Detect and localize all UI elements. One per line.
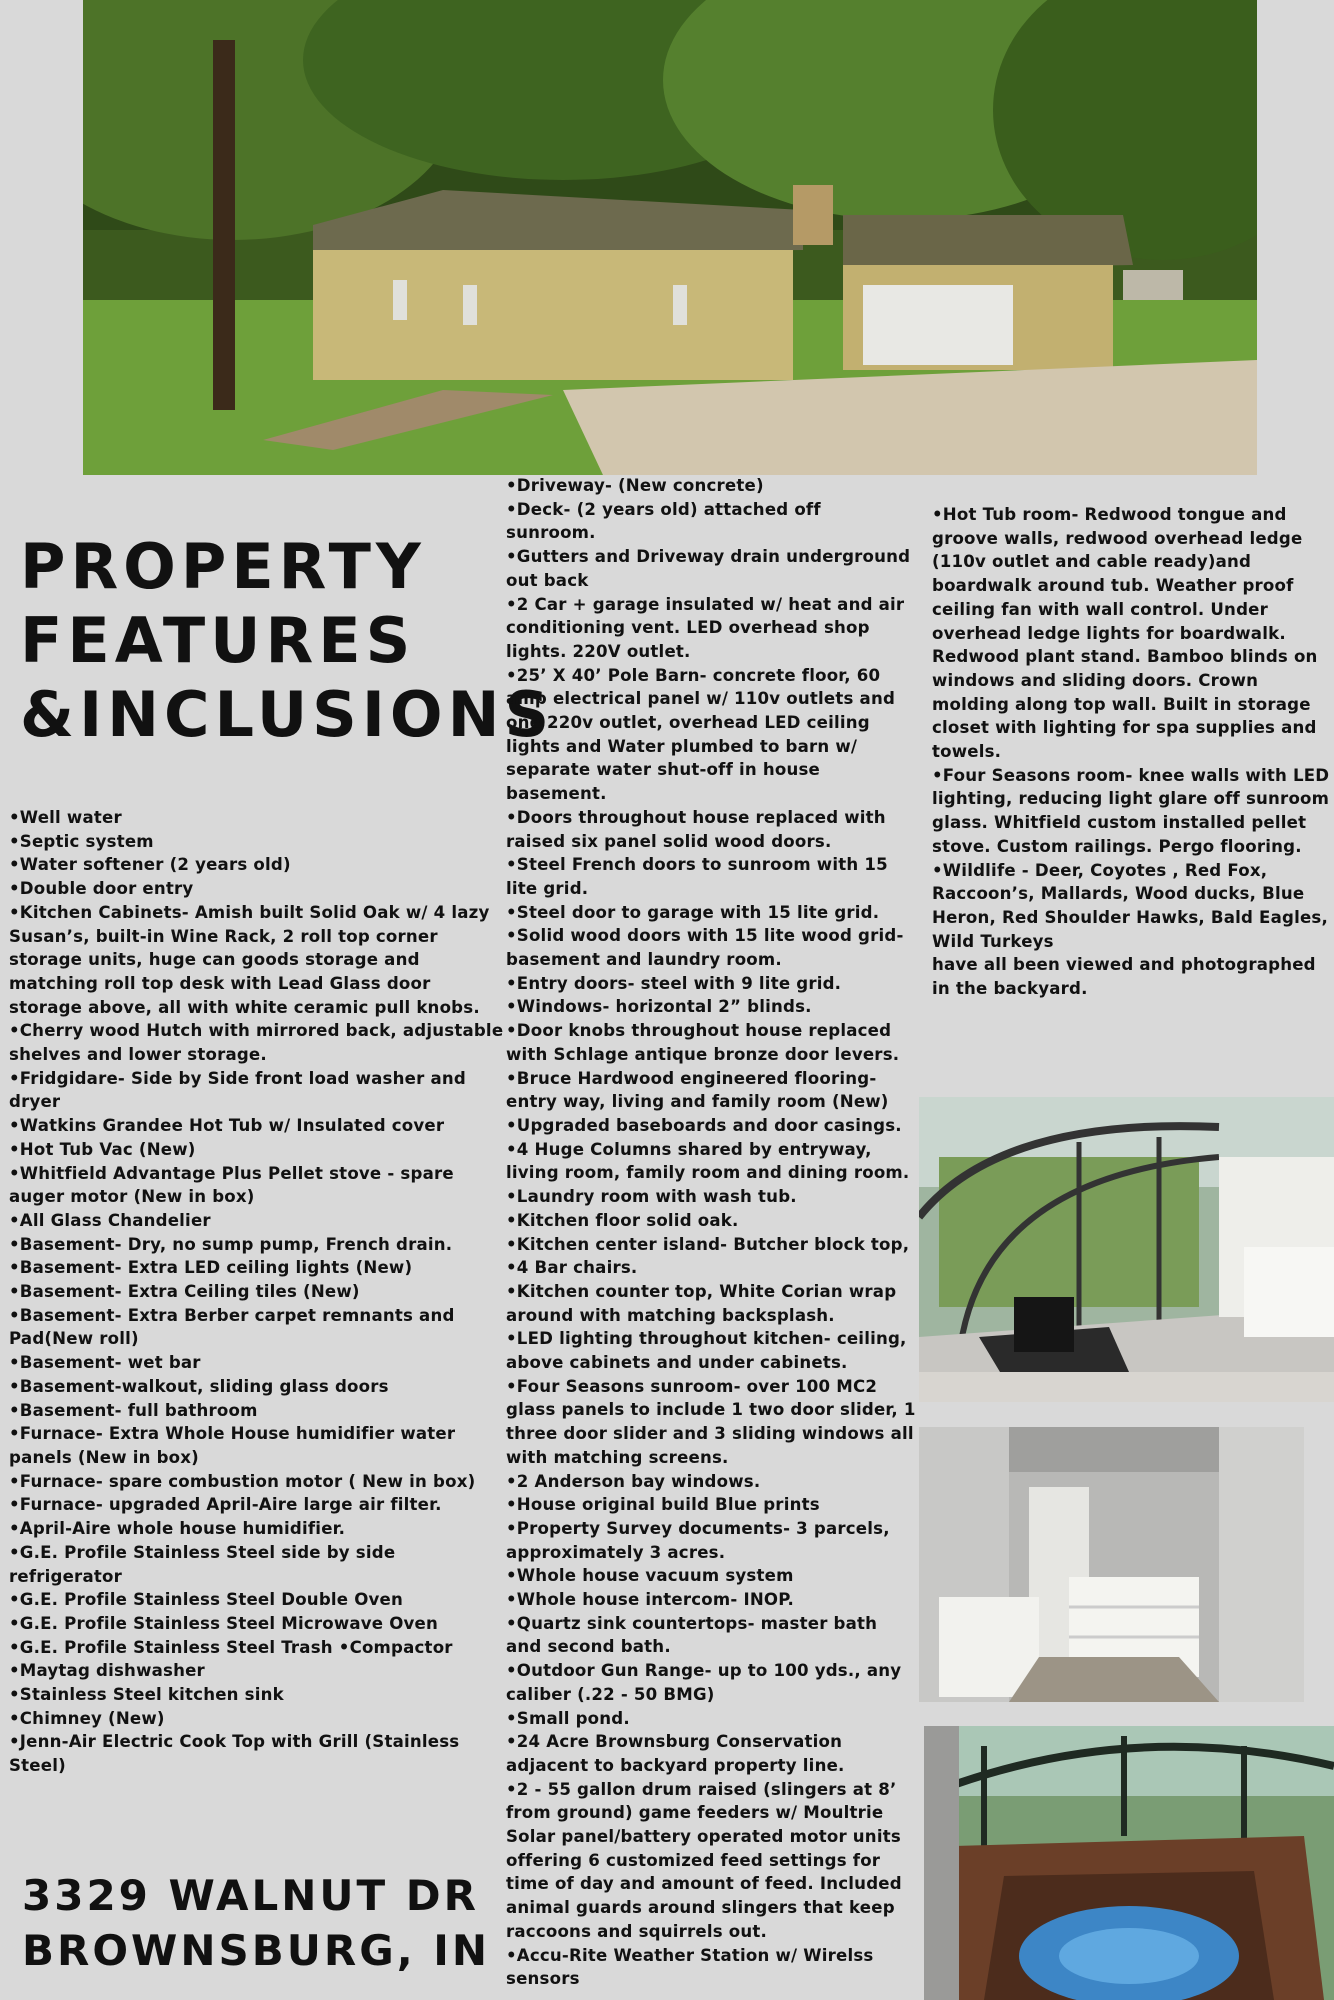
feature-item: •Wildlife - Deer, Coyotes , Red Fox, Raccoon’s, Mallards, Wood ducks, Blue Heron, Red Shoulder Hawks, Bald Eagles, Wild Turkeys	[932, 860, 1328, 951]
sunroom-photo	[919, 1097, 1334, 1402]
feature-item: •Kitchen center island- Butcher block top, •4 Bar chairs.	[506, 1234, 910, 1278]
feature-item: •Furnace- Extra Whole House humidifier water panels (New in box)	[9, 1424, 456, 1467]
feature-item: •2 Anderson bay windows.	[506, 1471, 761, 1491]
feature-item: •Whole house intercom- INOP.	[506, 1590, 795, 1610]
features-list-column-1	[9, 806, 504, 1778]
title-line-1: PROPERTY	[20, 530, 426, 603]
feature-item: •Whole house vacuum system	[506, 1566, 794, 1586]
feature-item: •Solid wood doors with 15 lite wood grid- basement and laundry room.	[506, 926, 904, 970]
feature-item: •2 - 55 gallon drum raised (slingers at 8’ from ground) game feeders w/ Moultrie Solar panel/battery operated motor units offering 6 customized feed settings for time of day and amount of feed. Included animal guards around slingers that keep raccoons and squirrels out.	[506, 1779, 902, 1941]
closet-photo	[919, 1427, 1304, 1702]
feature-item: •G.E. Profile Stainless Steel side by side refrigerator	[9, 1542, 396, 1586]
feature-item: •G.E. Profile Stainless Steel Microwave Oven	[9, 1613, 439, 1633]
hot-tub-room-photo	[924, 1726, 1334, 2000]
feature-item: •Quartz sink countertops- master bath and second bath.	[506, 1613, 878, 1657]
feature-item: •Windows- horizontal 2” blinds.	[506, 997, 812, 1017]
feature-item: •Watkins Grandee Hot Tub w/ Insulated cover	[9, 1116, 445, 1136]
feature-item: •Kitchen Cabinets- Amish built Solid Oak w/ 4 lazy Susan’s, built-in Wine Rack, 2 roll top corner storage units, huge can goods storage and matching roll top desk with Lead Glass door storage above, all with white ceramic pull knobs.	[9, 902, 490, 1017]
feature-item: have all been viewed and photographed in the backyard.	[932, 955, 1316, 999]
feature-item: •25’ X 40’ Pole Barn- concrete floor, 60 amp electrical panel w/ 110v outlets and one 220v outlet, overhead LED ceiling lights and Water plumbed to barn w/ separate water shut-off in house basement.	[506, 665, 896, 804]
feature-item: •Chimney (New)	[9, 1708, 165, 1728]
feature-item: •Maytag dishwasher	[9, 1661, 205, 1681]
feature-item: •Basement-walkout, sliding glass doors	[9, 1376, 389, 1396]
feature-item: •All Glass Chandelier	[9, 1210, 211, 1230]
feature-item: •April-Aire whole house humidifier.	[9, 1519, 346, 1539]
feature-item: •Four Seasons room- knee walls with LED lighting, reducing light glare off sunroom glass. Whitfield custom installed pellet stove. Custom railings. Pergo flooring.	[932, 765, 1330, 856]
feature-item: •LED lighting throughout kitchen- ceiling, above cabinets and under cabinets.	[506, 1329, 907, 1373]
feature-item: •Laundry room with wash tub.	[506, 1187, 797, 1207]
feature-item: •G.E. Profile Stainless Steel Double Oven	[9, 1590, 404, 1610]
address-line-1: 3329 WALNUT DR	[22, 1871, 479, 1920]
feature-item: •Water softener (2 years old)	[9, 855, 291, 875]
feature-item: •Stainless Steel kitchen sink	[9, 1685, 284, 1705]
feature-item: •Small pond.	[506, 1708, 630, 1728]
feature-item: •Basement- Dry, no sump pump, French drain.	[9, 1234, 453, 1254]
feature-item: •Entry doors- steel with 9 lite grid.	[506, 973, 842, 993]
features-list-column-3	[932, 503, 1334, 1001]
feature-item: •Gutters and Driveway drain underground out back	[506, 547, 911, 590]
feature-item: •House original build Blue prints	[506, 1495, 820, 1515]
title-line-2: FEATURES	[20, 604, 416, 677]
feature-item: •Cherry wood Hutch with mirrored back, adjustable shelves and lower storage.	[9, 1021, 504, 1065]
house-exterior-photo	[83, 0, 1257, 475]
feature-item: •Deck- (2 years old) attached off sunroom.	[506, 499, 821, 543]
feature-item: •Accu-Rite Weather Station w/ Wirelss sensors	[506, 1945, 874, 1989]
feature-item: •24 Acre Brownsburg Conservation adjacent to backyard property line.	[506, 1732, 845, 1775]
feature-item: •Fridgidare- Side by Side front load washer and dryer	[9, 1068, 466, 1112]
feature-item: •Septic system	[9, 831, 154, 851]
feature-item: •Four Seasons sunroom- over 100 MC2 glass panels to include 1 two door slider, 1 three door slider and 3 sliding windows all with matching screens.	[506, 1376, 916, 1467]
feature-item: •2 Car + garage insulated w/ heat and air conditioning vent. LED overhead shop lights. 220V outlet.	[506, 594, 905, 661]
feature-item: •Steel door to garage with 15 lite grid.	[506, 902, 880, 922]
feature-item: •Basement- wet bar	[9, 1353, 201, 1373]
feature-item: •Furnace- upgraded April-Aire large air filter.	[9, 1495, 442, 1515]
features-list-column-2	[506, 474, 916, 1991]
feature-item: •Bruce Hardwood engineered flooring- entry way, living and family room (New)	[506, 1068, 889, 1112]
feature-item: •Upgraded baseboards and door casings. •4 Huge Columns shared by entryway, living room, family room and dining room.	[506, 1115, 910, 1183]
feature-item: •Door knobs throughout house replaced with Schlage antique bronze door levers.	[506, 1021, 900, 1064]
feature-item: •Jenn-Air Electric Cook Top with Grill (Stainless Steel)	[9, 1732, 460, 1776]
feature-item: •Hot Tub Vac (New)	[9, 1139, 196, 1159]
page-title	[20, 530, 554, 752]
feature-item: •Basement- Extra LED ceiling lights (New)	[9, 1258, 413, 1278]
feature-item: •Kitchen counter top, White Corian wrap around with matching backsplash.	[506, 1281, 897, 1325]
feature-item: •Well water	[9, 808, 122, 827]
feature-item: •Basement- Extra Ceiling tiles (New)	[9, 1282, 360, 1302]
feature-item: •Hot Tub room- Redwood tongue and groove walls, redwood overhead ledge (110v outlet and cable ready)and boardwalk around tub. Weather proof ceiling fan with wall control. Under overhead ledge lights for boardwalk. Redwood plant stand. Bamboo blinds on windows and sliding doors. Crown molding along top wall. Built in storage closet with lighting for spa supplies and towels.	[932, 505, 1318, 762]
feature-item: •Furnace- spare combustion motor ( New in box)	[9, 1471, 476, 1491]
title-line-3: &INCLUSIONS	[20, 678, 555, 751]
feature-item: •Property Survey documents- 3 parcels, approximately 3 acres.	[506, 1518, 890, 1562]
feature-item: •Steel French doors to sunroom with 15 lite grid.	[506, 855, 888, 898]
feature-item: •Driveway- (New concrete)	[506, 476, 764, 495]
feature-item: •Double door entry	[9, 879, 194, 899]
feature-item: •Basement- Extra Berber carpet remnants and Pad(New roll)	[9, 1305, 455, 1349]
feature-item: •G.E. Profile Stainless Steel Trash •Compactor	[9, 1637, 453, 1657]
feature-item: •Outdoor Gun Range- up to 100 yds., any caliber (.22 - 50 BMG)	[506, 1661, 902, 1704]
feature-item: •Doors throughout house replaced with raised six panel solid wood doors.	[506, 807, 886, 851]
feature-item: •Kitchen floor solid oak.	[506, 1210, 739, 1230]
feature-item: •Whitfield Advantage Plus Pellet stove - spare auger motor (New in box)	[9, 1163, 454, 1207]
address-line-2: BROWNSBURG, IN	[22, 1926, 491, 1975]
feature-item: •Basement- full bathroom	[9, 1400, 258, 1420]
property-address	[22, 1868, 490, 1978]
